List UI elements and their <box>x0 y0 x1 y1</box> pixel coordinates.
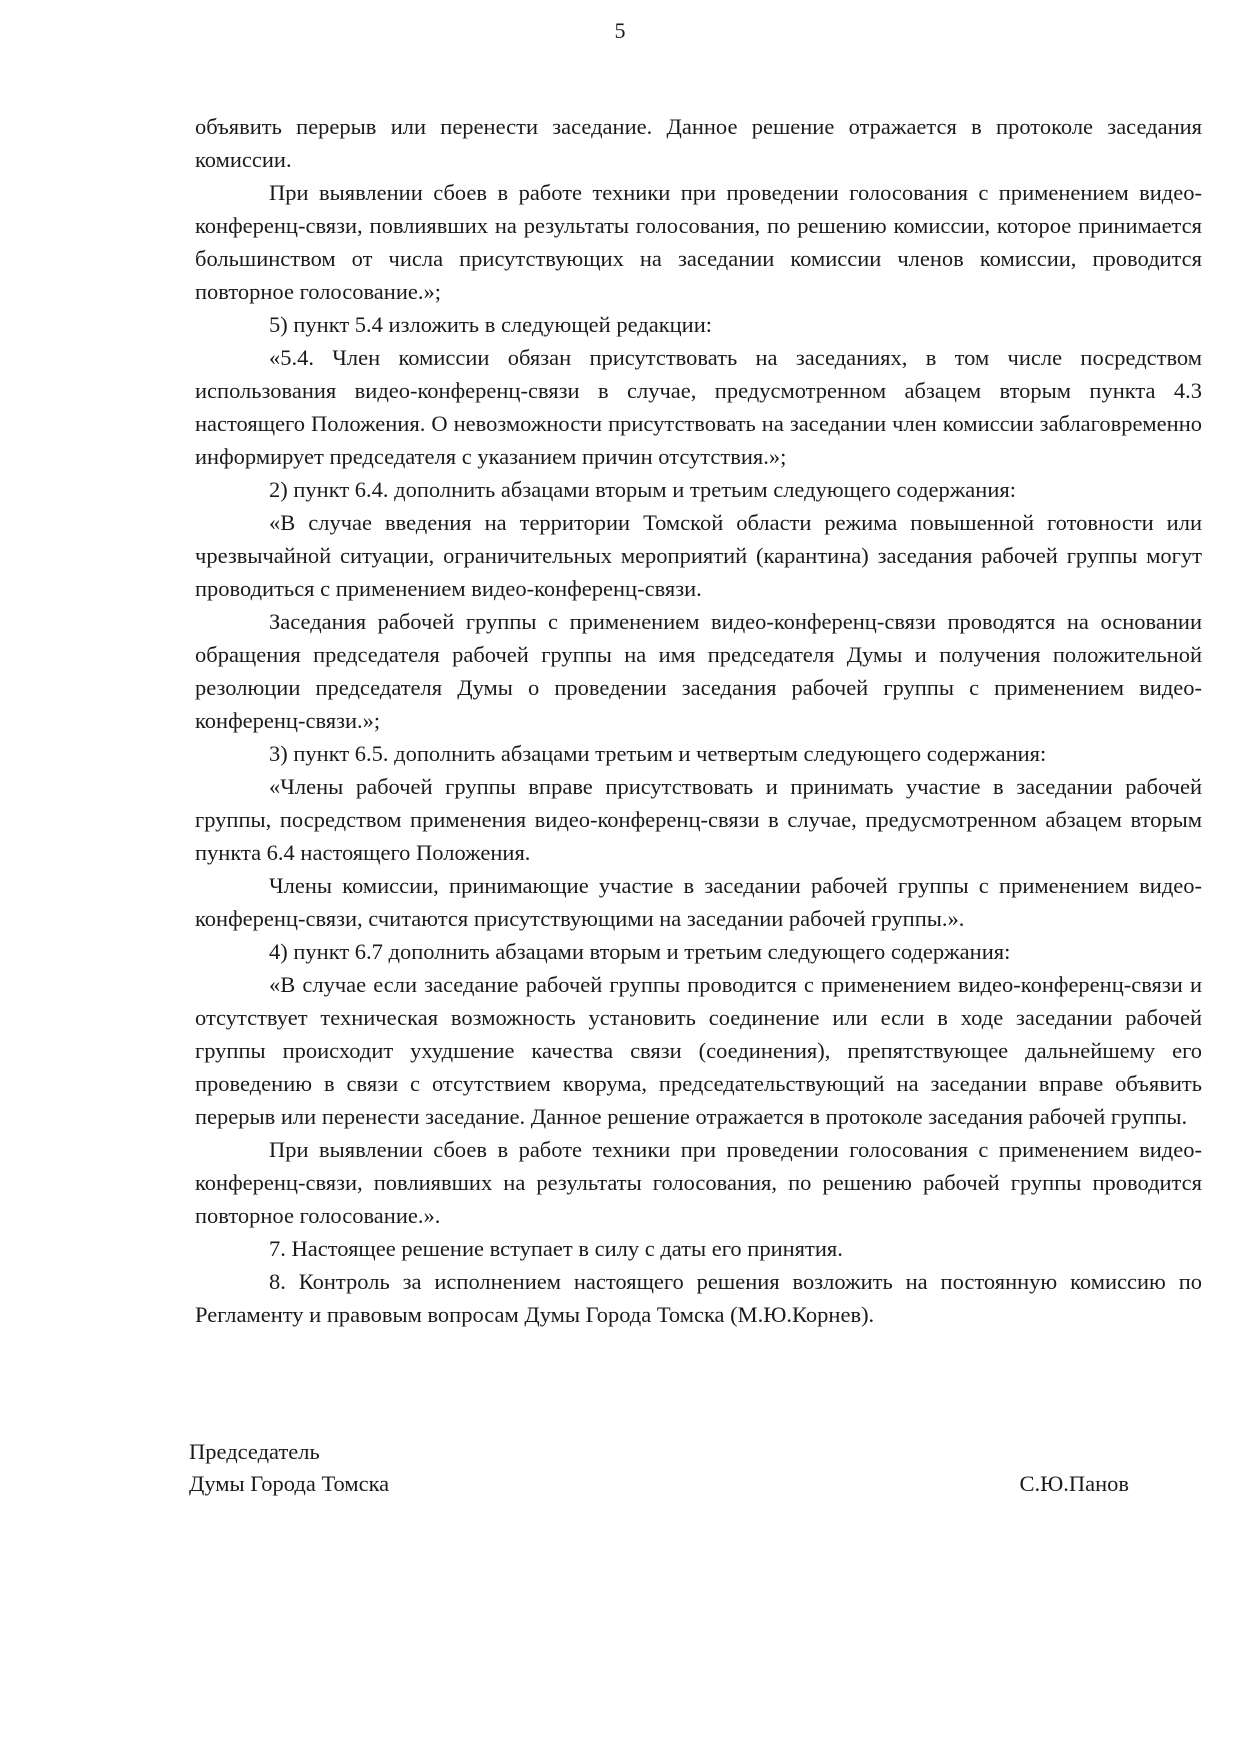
paragraph: «В случае если заседание рабочей группы проводится с применением видео-конференц-связи и отсутствует техническая возможность установить соединение или если в ходе заседании рабочей группы происходит ухудшение качества связи (соединения), препятствующее дальнейшему его проведению в связи с отсутствием кворума, председательствующий на заседании вправе объявить перерыв или перенести заседание. Данное решение отражается в протоколе заседания рабочей группы. <box>195 972 1202 1129</box>
paragraph: «Члены рабочей группы вправе присутствовать и принимать участие в заседании рабочей группы, посредством применения видео-конференц-связи в случае, предусмотренном абзацем вторым пункта 6.4 настоящего Положения. <box>195 774 1202 865</box>
signatory-title-line: Думы Города Томска <box>189 1471 390 1496</box>
paragraph: Заседания рабочей группы с применением видео-конференц-связи проводятся на основании обращения председателя рабочей группы на имя председателя Думы и получения положительной резолюции председателя Думы о проведении заседания рабочей группы с применением видео-конференц-связи.»; <box>195 609 1202 733</box>
paragraph: «5.4. Член комиссии обязан присутствовать на заседаниях, в том числе посредством использования видео-конференц-связи в случае, предусмотренном абзацем вторым пункта 4.3 настоящего Положения. О невозможности присутствовать на заседании член комиссии заблаговременно информирует председателя с указанием причин отсутствия.»; <box>195 345 1202 469</box>
paragraph: «В случае введения на территории Томской области режима повышенной готовности или чрезвычайной ситуации, ограничительных мероприятий (карантина) заседания рабочей группы могут проводиться с применением видео-конференц-связи. <box>195 510 1202 601</box>
paragraph: 7. Настоящее решение вступает в силу с даты его принятия. <box>269 1236 843 1261</box>
page-number: 5 <box>614 18 626 43</box>
signature-block <box>189 1436 1209 1500</box>
signatory-title-line: Председатель <box>189 1439 320 1464</box>
paragraph: 8. Контроль за исполнением настоящего решения возложить на постоянную комиссию по Регламенту и правовым вопросам Думы Города Томска (М.Ю.Корнев). <box>195 1269 1202 1327</box>
paragraph: 2) пункт 6.4. дополнить абзацами вторым и третьим следующего содержания: <box>269 477 1016 502</box>
document-body <box>195 110 1202 1331</box>
paragraph: При выявлении сбоев в работе техники при проведении голосования с применением видео-конференц-связи, повлиявших на результаты голосования, по решению комиссии, которое принимается большинством от числа присутствующих на заседании комиссии членов комиссии, проводится повторное голосование.»; <box>195 180 1202 304</box>
paragraph: 5) пункт 5.4 изложить в следующей редакции: <box>269 312 713 337</box>
paragraph: Члены комиссии, принимающие участие в заседании рабочей группы с применением видео-конференц-связи, считаются присутствующими на заседании рабочей группы.». <box>195 873 1202 931</box>
paragraph: 3) пункт 6.5. дополнить абзацами третьим и четвертым следующего содержания: <box>269 741 1047 766</box>
paragraph: объявить перерыв или перенести заседание. Данное решение отражается в протоколе заседания комиссии. <box>195 114 1202 172</box>
paragraph: При выявлении сбоев в работе техники при проведении голосования с применением видео-конференц-связи, повлиявших на результаты голосования, по решению рабочей группы проводится повторное голосование.». <box>195 1137 1202 1228</box>
paragraph: 4) пункт 6.7 дополнить абзацами вторым и третьим следующего содержания: <box>269 939 1011 964</box>
signatory-name: С.Ю.Панов <box>1019 1471 1129 1496</box>
